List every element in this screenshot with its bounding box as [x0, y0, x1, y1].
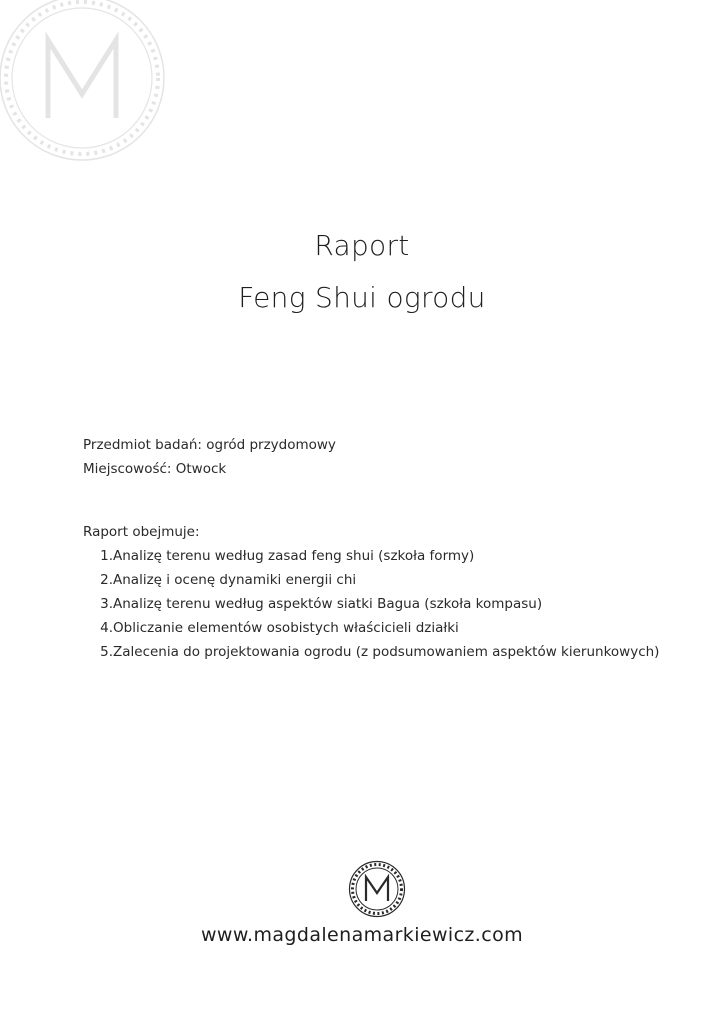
title-block [0, 220, 724, 324]
meta-info [83, 433, 336, 481]
list-item [83, 616, 659, 640]
monogram-m-logo-icon [348, 860, 406, 918]
list-item-number: 2. [100, 572, 113, 588]
list-item [83, 544, 659, 568]
report-scope [83, 520, 659, 664]
title-raport: Raport [314, 229, 410, 262]
list-item-number: 5. [100, 644, 113, 660]
list-item-text: Analizę terenu według aspektów siatki Bagua (szkoła kompasu) [113, 596, 543, 612]
list-item-number: 4. [100, 620, 113, 636]
subject-line: Przedmiot badań: ogród przydomowy [83, 437, 336, 453]
scope-list [83, 544, 659, 664]
website-link[interactable]: www.magdalenamarkiewicz.com [200, 924, 524, 946]
list-item [83, 568, 659, 592]
location-line: Miejscowość: Otwock [83, 461, 227, 477]
list-item-text: Analizę i ocenę dynamiki energii chi [113, 572, 357, 588]
list-item-number: 3. [100, 596, 113, 612]
list-item [83, 592, 659, 616]
scope-heading: Raport obejmuje: [83, 524, 200, 540]
list-item [83, 640, 659, 664]
list-item-text: Zalecenia do projektowania ogrodu (z podsumowaniem aspektów kierunkowych) [113, 644, 660, 660]
list-item-text: Obliczanie elementów osobistych właścicieli działki [113, 620, 459, 636]
list-item-text: Analizę terenu według zasad feng shui (szkoła formy) [113, 548, 475, 564]
watermark-monogram-icon [0, 0, 170, 168]
title-feng-shui-ogrodu: Feng Shui ogrodu [238, 281, 486, 314]
list-item-number: 1. [100, 548, 113, 564]
